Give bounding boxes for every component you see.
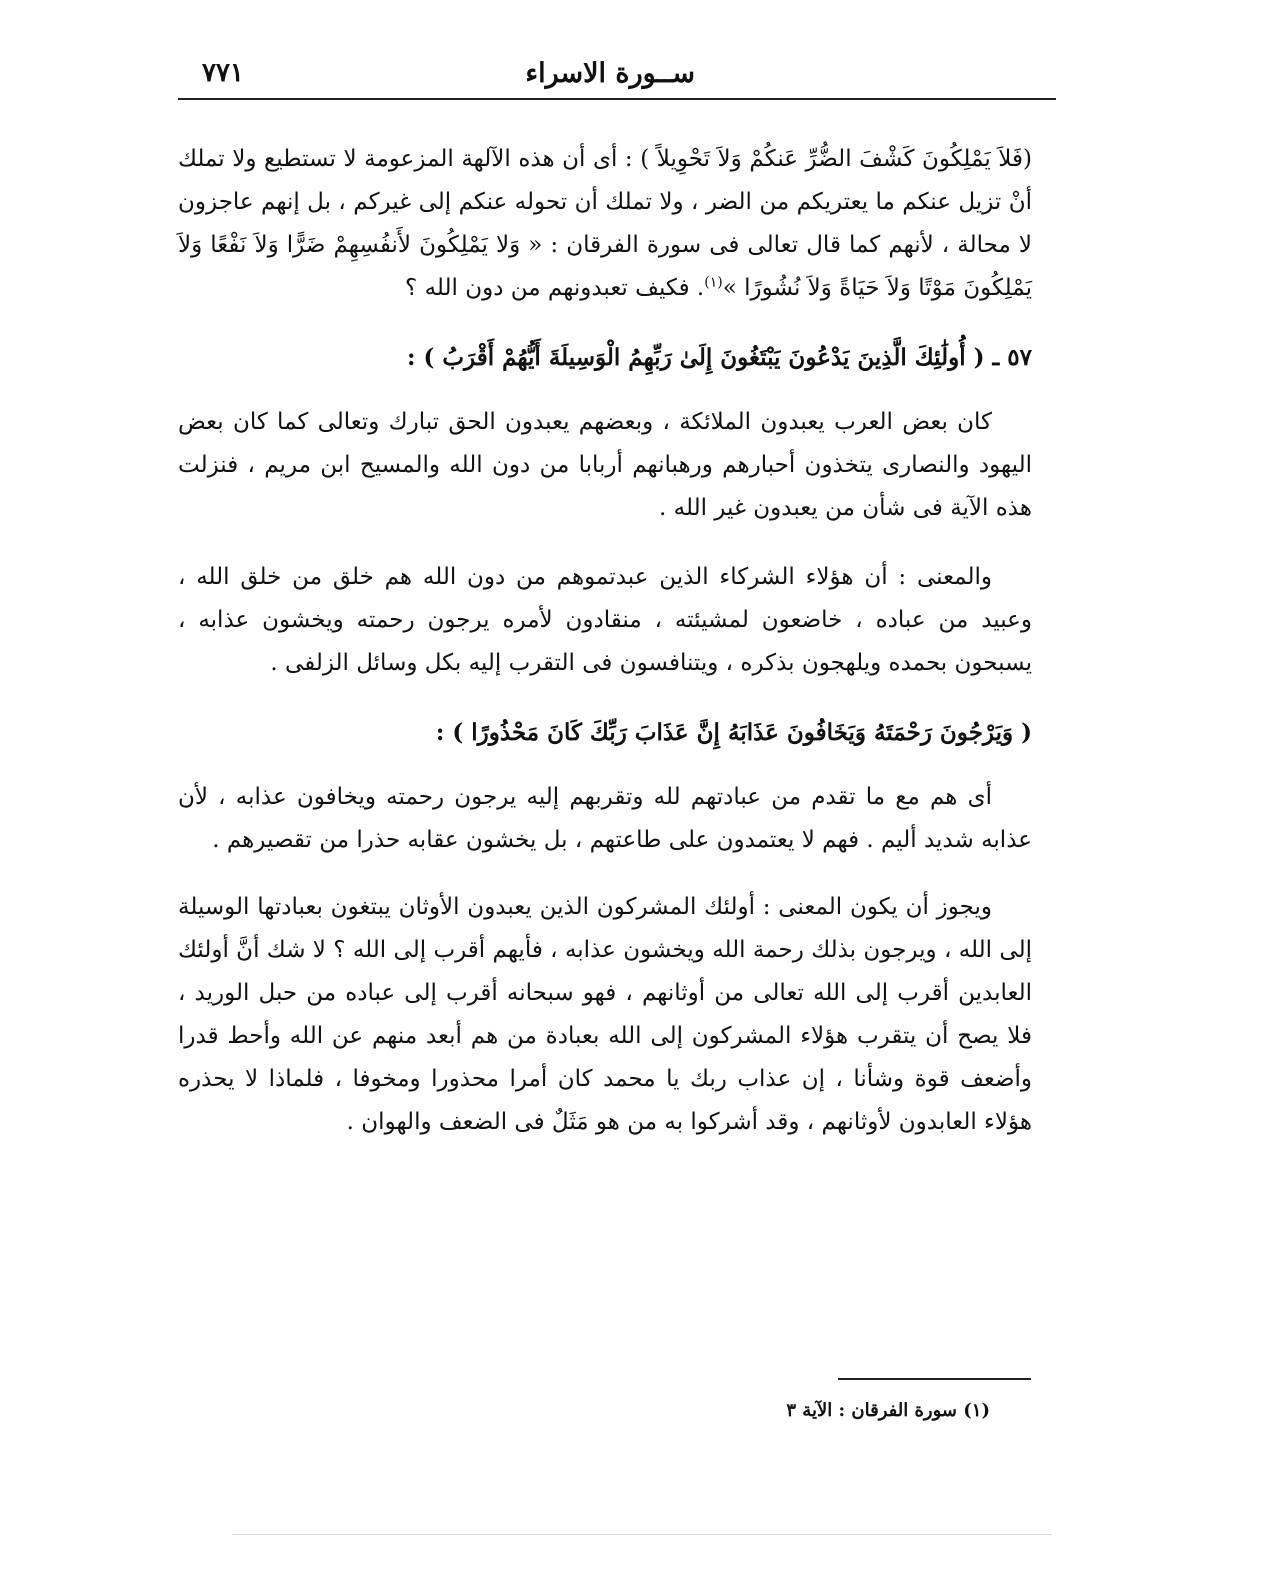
page-number: ٧٧١ [202, 58, 244, 88]
paragraph-1-tail: . فكيف تعبدونهم من دون الله ؟ [405, 275, 705, 301]
page-header [178, 56, 1030, 96]
header-rule [178, 98, 1056, 100]
surah-title: ســورة الاسراء [525, 58, 695, 89]
paragraph-1-text: (فَلاَ يَمْلِكُونَ كَشْفَ الضُّرِّ عَنكُمْ وَلاَ تَحْوِيلاً ) : أى أن هذه الآلهة المزعومة لا تستطيع ولا تملك أنْ تزيل عنكم ما يعتريكم من الضر ، ولا تملك أن تحوله عنكم إلى غيركم ، بل إنهم عاجزون لا محالة ، لأنهم كما قال تعالى فى سورة الفرقان : « وَلا يَمْلِكُونَ لأَنفُسِهِمْ ضَرًّا وَلاَ نَفْعًا وَلاَ يَمْلِكُونَ مَوْتًا وَلاَ حَيَاةً وَلاَ نُشُورًا » [178, 146, 1032, 301]
footnote-marker: (١) [704, 274, 723, 291]
bottom-edge-line [232, 1534, 1052, 1535]
verse-heading-hope: ( وَيَرْجُونَ رَحْمَتَهُ وَيَخَافُونَ عَذَابَهُ إِنَّ عَذَابَ رَبِّكَ كَانَ مَحْذُورًا ) : [435, 719, 1032, 746]
paragraph-context: كان بعض العرب يعبدون الملائكة ، وبعضهم يعبدون الحق تبارك وتعالى كما كان بعض اليهود والنصارى يتخذون أحبارهم ورهبانهم أربابا من دون الله والمسيح ابن مريم ، فنزلت هذه الآية فى شأن من يعبدون غير الله . [178, 409, 1032, 521]
main-text [178, 138, 1032, 1144]
paragraph-alternative: ويجوز أن يكون المعنى : أولئك المشركون الذين يعبدون الأوثان يبتغون بعبادتها الوسيلة إلى الله ، ويرجون بذلك رحمة الله ويخشون عذابه ، فأيهم أقرب إلى الله ؟ لا شك أنَّ أولئك العابدين أقرب إلى الله تعالى من أوثانهم ، فهو سبحانه أقرب إلى عباده من حبل الوريد ، فلا يصح أن يتقرب هؤلاء المشركون إلى الله بعبادة من هم أبعد منهم عن الله وأحط قدرا وأضعف قوة وشأنا ، إن عذاب ربك يا محمد كان أمرا محذورا ومخوفا ، فلماذا لا يحذره هؤلاء العابدون لأوثانهم ، وقد أشركوا به من هو مَثَلٌ فى الضعف والهوان . [178, 894, 1032, 1135]
paragraph-1 [178, 138, 1032, 310]
paragraph-explanation: أى هم مع ما تقدم من عبادتهم لله وتقربهم إليه يرجون رحمته ويخافون عذابه ، لأن عذابه شديد أليم . فهم لا يعتمدون على طاعتهم ، بل يخشون عقابه حذرا من تقصيرهم . [178, 784, 1032, 853]
paragraph-meaning: والمعنى : أن هؤلاء الشركاء الذين عبدتموهم من دون الله هم خلق من خلق الله ، وعبيد من عباده ، خاضعون لمشيئته ، منقادون لأمره يرجون رحمته ويخشون عذابه ، يسبحون بحمده ويلهجون بذكره ، ويتنافسون فى التقرب إليه بكل وسائل الزلفى . [178, 564, 1032, 676]
verse-heading-57: ٥٧ ـ ( أُولَٰئِكَ الَّذِينَ يَدْعُونَ يَبْتَغُونَ إِلَىٰ رَبِّهِمُ الْوَسِيلَةَ أَيُّهُمْ أَقْرَبُ ) : [407, 344, 1032, 371]
footnote: (١) سورة الفرقان : الآية ٣ [786, 1400, 990, 1421]
footnote-rule [838, 1378, 1031, 1380]
